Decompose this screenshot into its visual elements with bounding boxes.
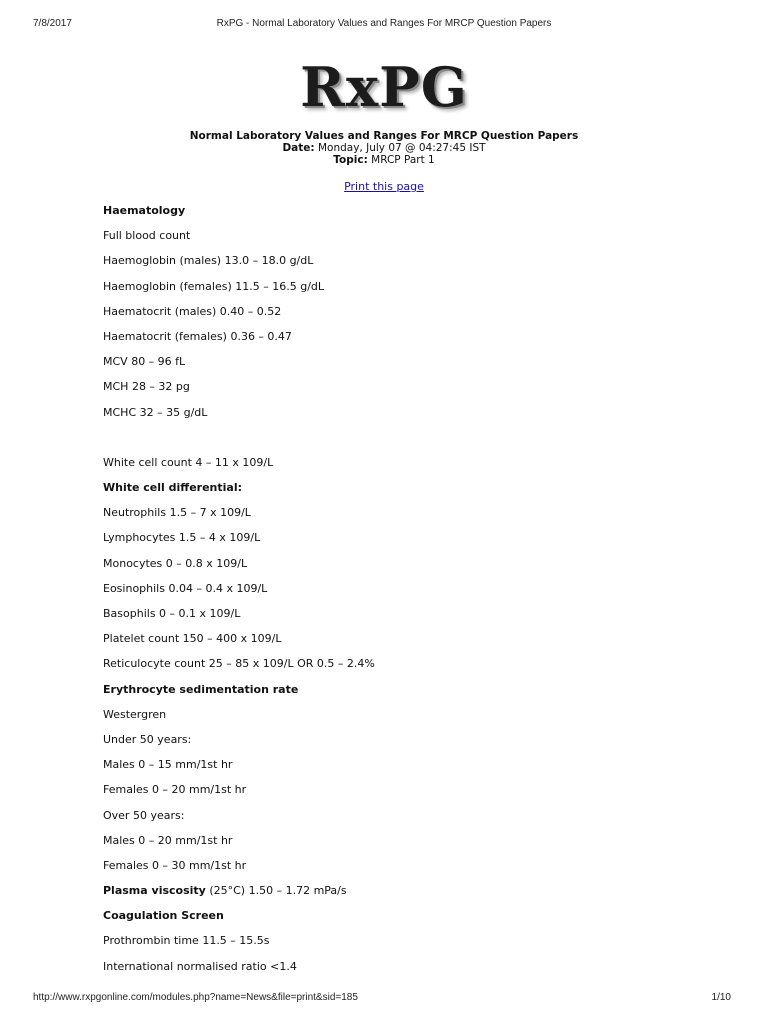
text-line: Females 0 – 20 mm/1st hr <box>103 783 247 797</box>
page-number: 1/10 <box>711 992 731 1003</box>
print-date: 7/8/2017 <box>33 18 72 29</box>
text-line: Males 0 – 15 mm/1st hr <box>103 758 233 772</box>
print-this-page-link[interactable]: Print this page <box>344 180 424 193</box>
plasma-viscosity-line <box>103 884 728 909</box>
text-line: MCHC 32 – 35 g/dL <box>103 405 208 419</box>
article-date <box>0 142 768 154</box>
text-line: Females 0 – 30 mm/1st hr <box>103 858 247 872</box>
topic-label: Topic: <box>333 154 368 166</box>
print-link-container <box>0 180 768 193</box>
date-value: Monday, July 07 @ 04:27:45 IST <box>317 142 486 154</box>
text-line: Under 50 years: <box>103 732 192 746</box>
text-line: Lymphocytes 1.5 – 4 x 109/L <box>103 531 261 545</box>
text-line: Haematocrit (females) 0.36 – 0.47 <box>103 329 292 343</box>
section-heading-coagulation: Coagulation Screen <box>103 909 224 923</box>
page-url: http://www.rxpgonline.com/modules.php?name=News&file=print&sid=185 <box>33 992 358 1003</box>
text-line: Over 50 years: <box>103 808 185 822</box>
text-line: Males 0 – 20 mm/1st hr <box>103 833 233 847</box>
article-body <box>103 204 728 985</box>
rxpg-logo: RxPG <box>300 55 468 119</box>
text-line: Haemoglobin (females) 11.5 – 16.5 g/dL <box>103 279 325 293</box>
article-header <box>0 130 768 166</box>
text-line: Basophils 0 – 0.1 x 109/L <box>103 607 241 621</box>
text-line: Neutrophils 1.5 – 7 x 109/L <box>103 506 251 520</box>
text-line: MCH 28 – 32 pg <box>103 380 190 394</box>
text-line: Full blood count <box>103 229 191 243</box>
article-title: Normal Laboratory Values and Ranges For MRCP Question Papers <box>189 130 579 142</box>
text-line: MCV 80 – 96 fL <box>103 355 186 369</box>
topic-value: MRCP Part 1 <box>371 154 435 166</box>
text-line: Reticulocyte count 25 – 85 x 109/L OR 0.5 – 2.4% <box>103 657 375 671</box>
print-title: RxPG - Normal Laboratory Values and Ranges For MRCP Question Papers <box>216 18 552 29</box>
text-line: Prothrombin time 11.5 – 15.5s <box>103 934 270 948</box>
plasma-viscosity-label: Plasma viscosity <box>103 884 206 898</box>
text-line: Platelet count 150 – 400 x 109/L <box>103 632 282 646</box>
text-line: Haematocrit (males) 0.40 – 0.52 <box>103 304 282 318</box>
text-line: White cell count 4 – 11 x 109/L <box>103 455 274 469</box>
text-line: Westergren <box>103 707 167 721</box>
text-line: Eosinophils 0.04 – 0.4 x 109/L <box>103 581 268 595</box>
text-line: Haemoglobin (males) 13.0 – 18.0 g/dL <box>103 254 314 268</box>
section-heading-esr: Erythrocyte sedimentation rate <box>103 682 299 696</box>
section-heading-haematology: Haematology <box>103 204 186 217</box>
text-line: International normalised ratio <1.4 <box>103 959 297 973</box>
article-topic <box>0 154 768 166</box>
date-label: Date: <box>282 142 315 154</box>
plasma-viscosity-value: (25°C) 1.50 – 1.72 mPa/s <box>205 884 347 898</box>
section-heading-white-cell-differential: White cell differential: <box>103 481 242 495</box>
text-line: Monocytes 0 – 0.8 x 109/L <box>103 556 248 570</box>
